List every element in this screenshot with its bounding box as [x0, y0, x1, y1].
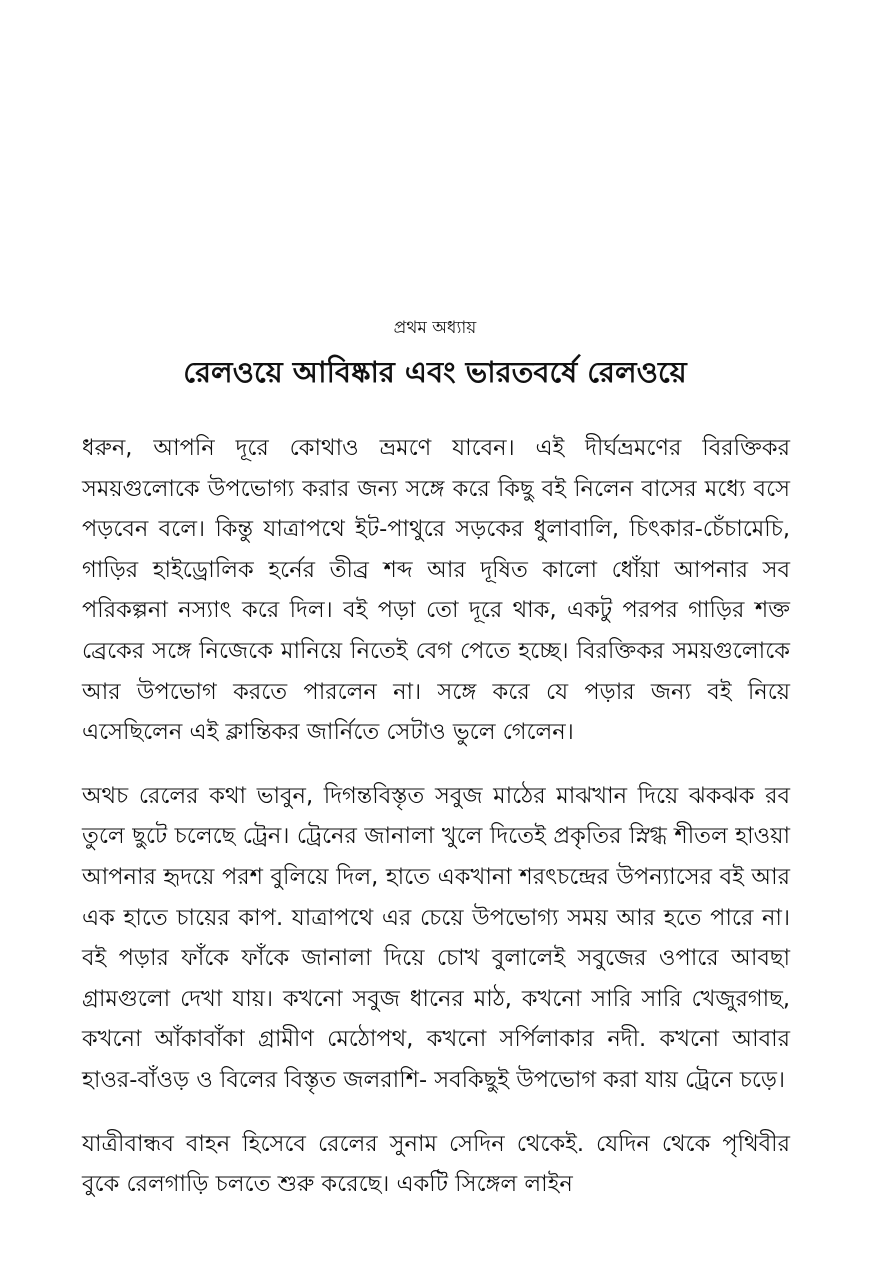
paragraph-2: অথচ রেলের কথা ভাবুন, দিগন্তবিস্তৃত সবুজ মাঠের মাঝখান দিয়ে ঝকঝক রব তুলে ছুটে চলেছে ট্রেন। ট্রেনের জানালা খুলে দিতেই প্রকৃতির স্নিগ্ধ শীতল হাওয়া আপনার হৃদয়ে পরশ বুলিয়ে দিল, হাতে একখানা শরৎচন্দ্রের উপন্যাসের বই আর এক হাতে চায়ের কাপ. যাত্রাপথে এর চেয়ে উপভোগ্য সময় আর হতে পারে না। বই পড়ার ফাঁকে ফাঁকে জানালা দিয়ে চোখ বুলালেই সবুজের ওপারে আবছা গ্রামগুলো দেখা যায়। কখনো সবুজ ধানের মাঠ, কখনো সারি সারি খেজুরগাছ, কখনো আঁকাবাঁকা গ্রামীণ মেঠোপথ, কখনো সর্পিলাকার নদী. কখনো আবার হাওর-বাঁওড় ও বিলের বিস্তৃত জলরাশি- সবকিছুই উপভোগ করা যায় ট্রেনে চড়ে।: [82, 782, 790, 1093]
paragraph-3: যাত্রীবান্ধব বাহন হিসেবে রেলের সুনাম সেদিন থেকেই. যেদিন থেকে পৃথিবীর বুকে রেলগাড়ি চলতে শুরু করেছে। একটি সিঙ্গেল লাইন: [82, 1130, 790, 1198]
body-text: [82, 428, 790, 1205]
chapter-label: প্রথম অধ্যায়: [393, 318, 477, 338]
chapter-title: রেলওয়ে আবিষ্কার এবং ভারতবর্ষে রেলওয়ে: [183, 355, 687, 389]
paragraph-1: ধরুন, আপনি দূরে কোথাও ভ্রমণে যাবেন। এই দীর্ঘভ্রমণের বিরক্তিকর সময়গুলোকে উপভোগ্য করার জন্য সঙ্গে করে কিছু বই নিলেন বাসের মধ্যে বসে পড়বেন বলে। কিন্তু যাত্রাপথে ইট-পাথুরে সড়কের ধুলাবালি, চিৎকার-চেঁচামেচি, গাড়ির হাইড্রোলিক হর্নের তীব্র শব্দ আর দূষিত কালো ধোঁয়া আপনার সব পরিকল্পনা নস্যাৎ করে দিল। বই পড়া তো দূরে থাক, একটু পরপর গাড়ির শক্ত ব্রেকের সঙ্গে নিজেকে মানিয়ে নিতেই বেগ পেতে হচ্ছে। বিরক্তিকর সময়গুলোকে আর উপভোগ করতে পারলেন না। সঙ্গে করে যে পড়ার জন্য বই নিয়ে এসেছিলেন এই ক্লান্তিকর জার্নিতে সেটাও ভুলে গেলেন।: [82, 435, 790, 746]
